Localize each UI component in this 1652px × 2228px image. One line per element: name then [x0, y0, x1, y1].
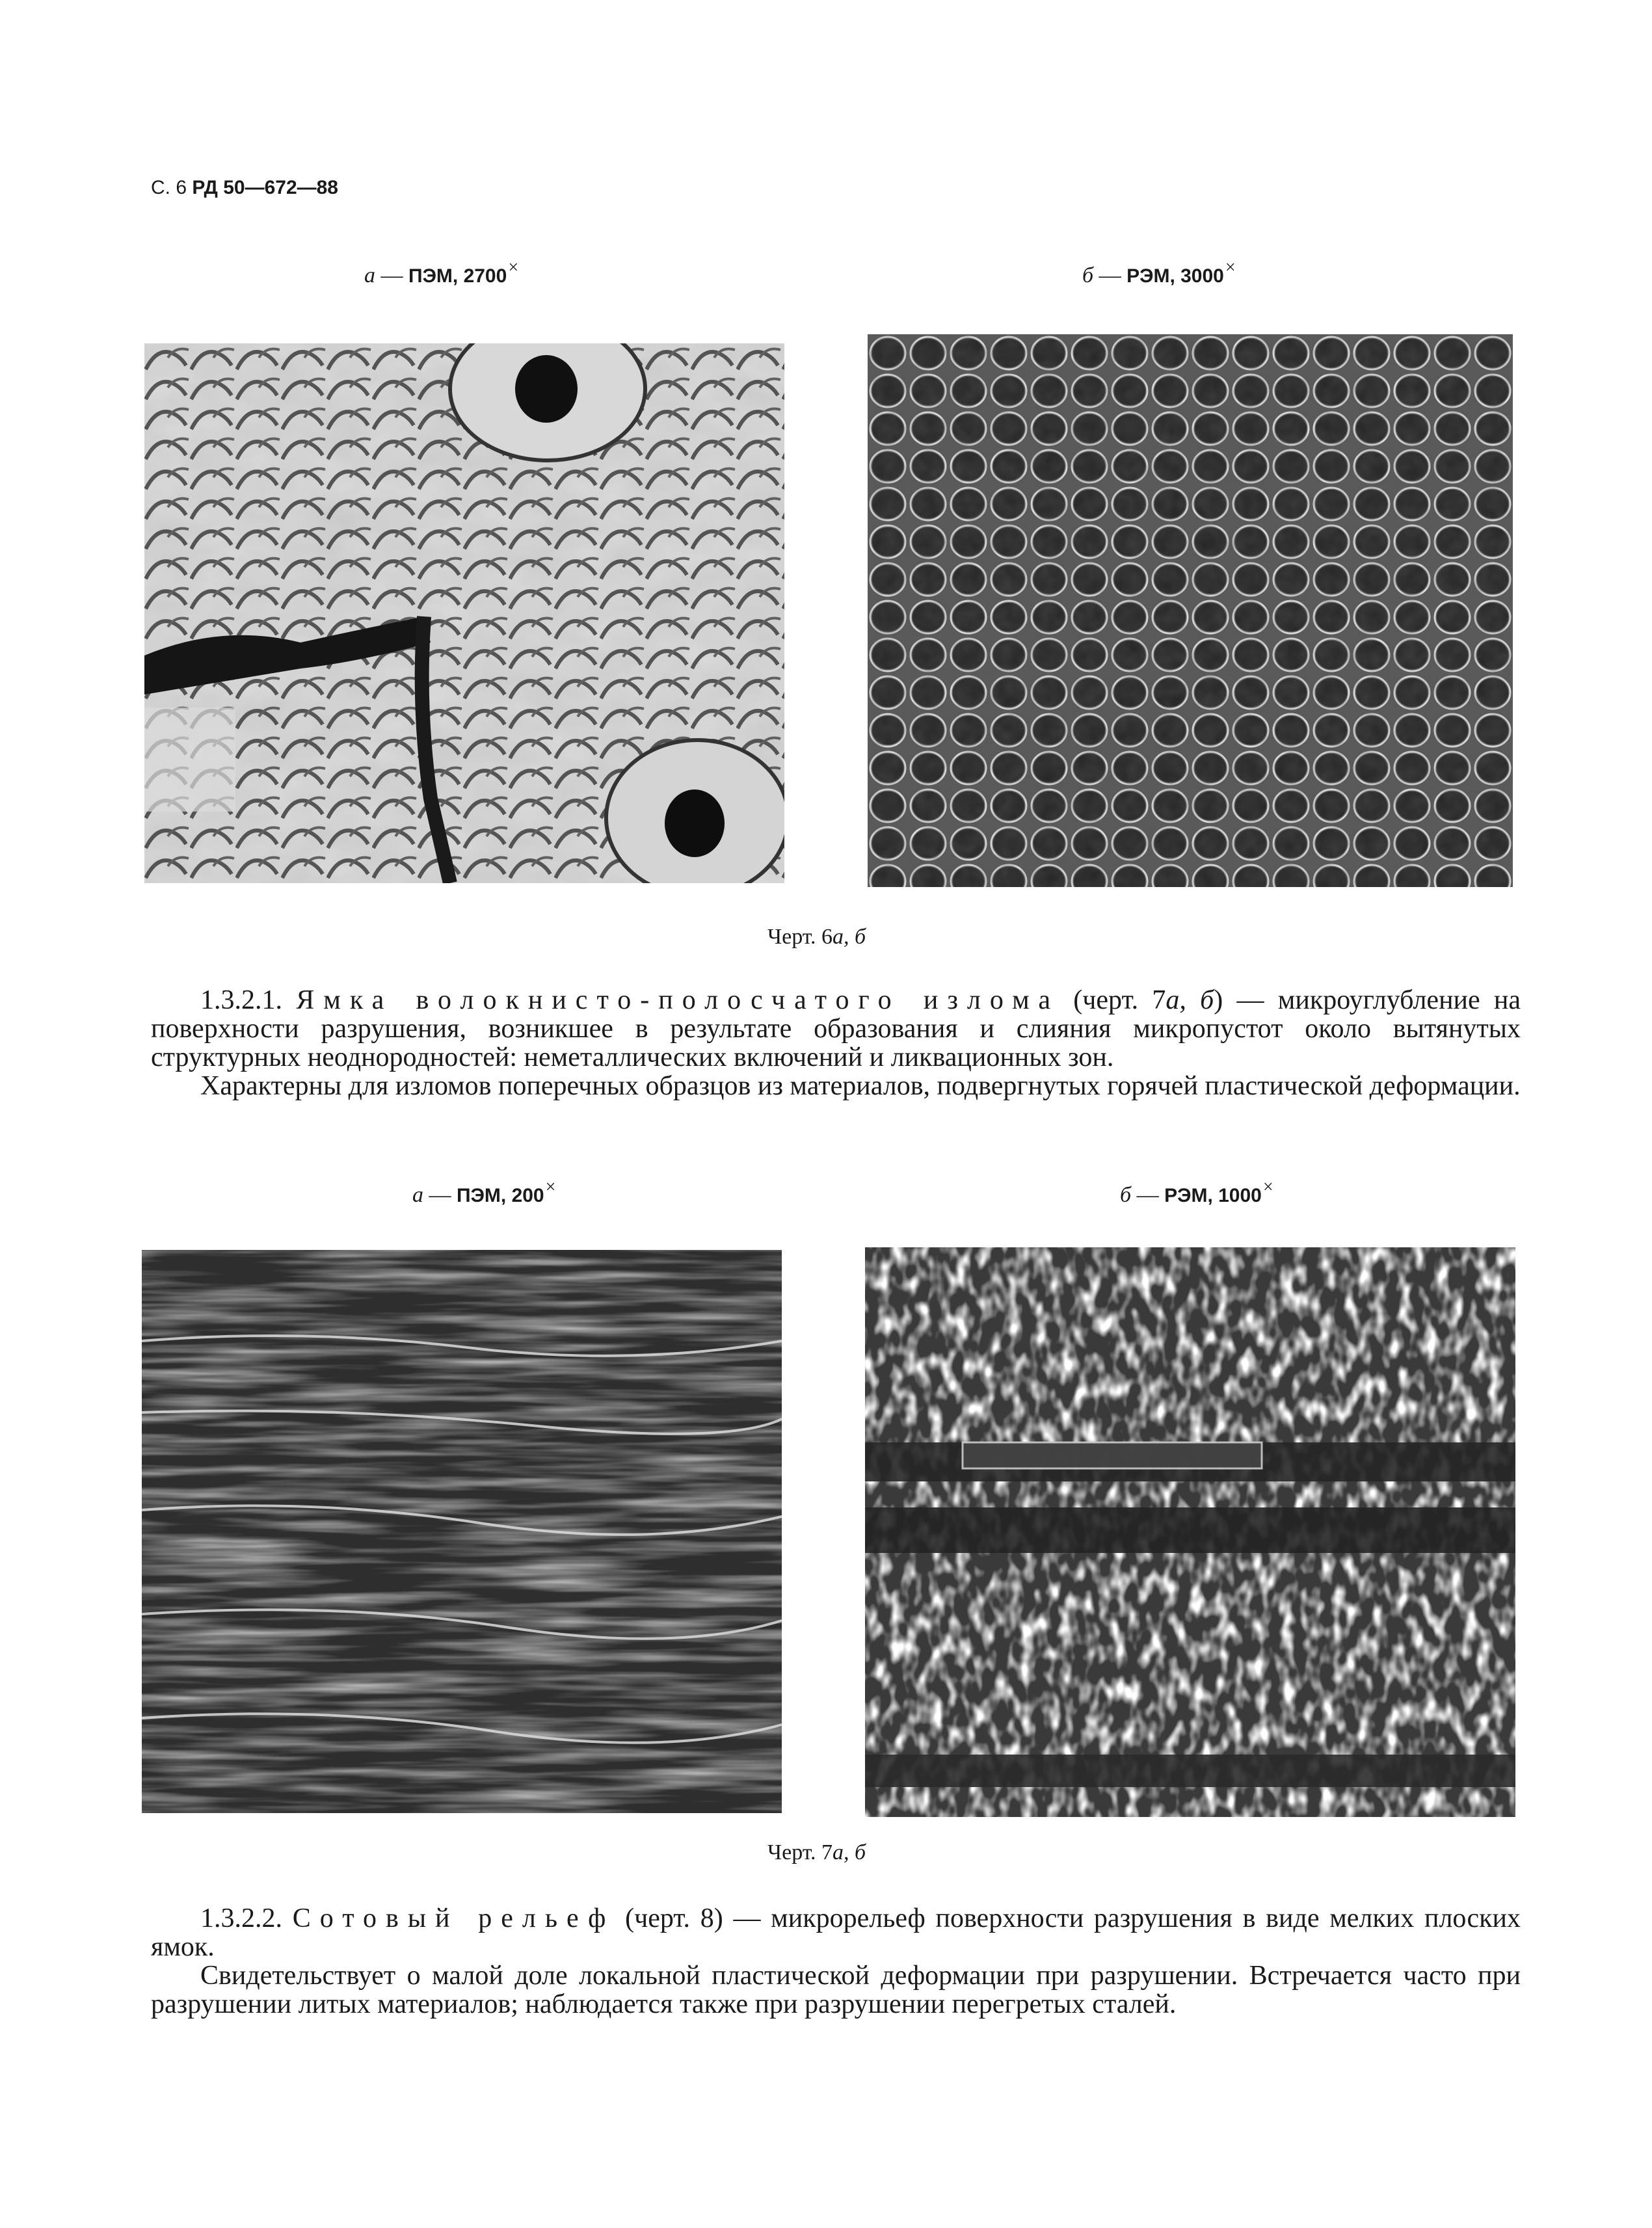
section-1322-definition: 1.3.2.2. Сотовый рельеф (черт. 8) — микрорельеф поверхности разрушения в виде мелких плоских ямок. [151, 1903, 1521, 1962]
fig7-caption: Черт. 7а, б [767, 1840, 866, 1864]
section-1321-definition: 1.3.2.1. Ямка волокнисто-полосчатого излома (черт. 7а, б) — микроуглубление на поверхности разрушения, возникшее в результате образования и слияния микропустот около вытянутых структурных неоднородностей: неметаллических включений и ликвационных зон. [151, 985, 1521, 1072]
fig6a-micrograph [144, 343, 784, 883]
fig7a-micrograph [142, 1250, 782, 1813]
fig6b-micrograph [868, 334, 1513, 887]
document-code: РД 50—672—88 [192, 177, 338, 198]
section-1321-note: Характерны для изломов поперечных образцов из материалов, подвергнутых горячей пластической деформации. [200, 1071, 1521, 1101]
fig7a-label: а — ПЭМ, 200× [412, 1177, 556, 1207]
fig6b-label: б — РЭМ, 3000× [1082, 258, 1236, 287]
page-number: С. 6 [151, 177, 187, 198]
fig6-caption: Черт. 6а, б [767, 925, 866, 949]
fig7b-label: б — РЭМ, 1000× [1120, 1177, 1273, 1207]
page-header [151, 177, 338, 199]
section-1321 [151, 986, 1521, 1100]
section-1322-note: Свидетельствует о малой доле локальной пластической деформации при разрушении. Встречается часто при разрушении литых материалов; наблюдается также при разрушении перегретых сталей. [151, 1961, 1521, 2019]
section-1322-term: Сотовый рельеф [292, 1903, 615, 1933]
section-1322 [151, 1904, 1521, 2019]
section-1321-term: Ямка волокнисто-полосчатого излома [296, 985, 1060, 1015]
fig6a-label: а — ПЭМ, 2700× [364, 258, 519, 287]
fig7b-micrograph [865, 1247, 1515, 1817]
